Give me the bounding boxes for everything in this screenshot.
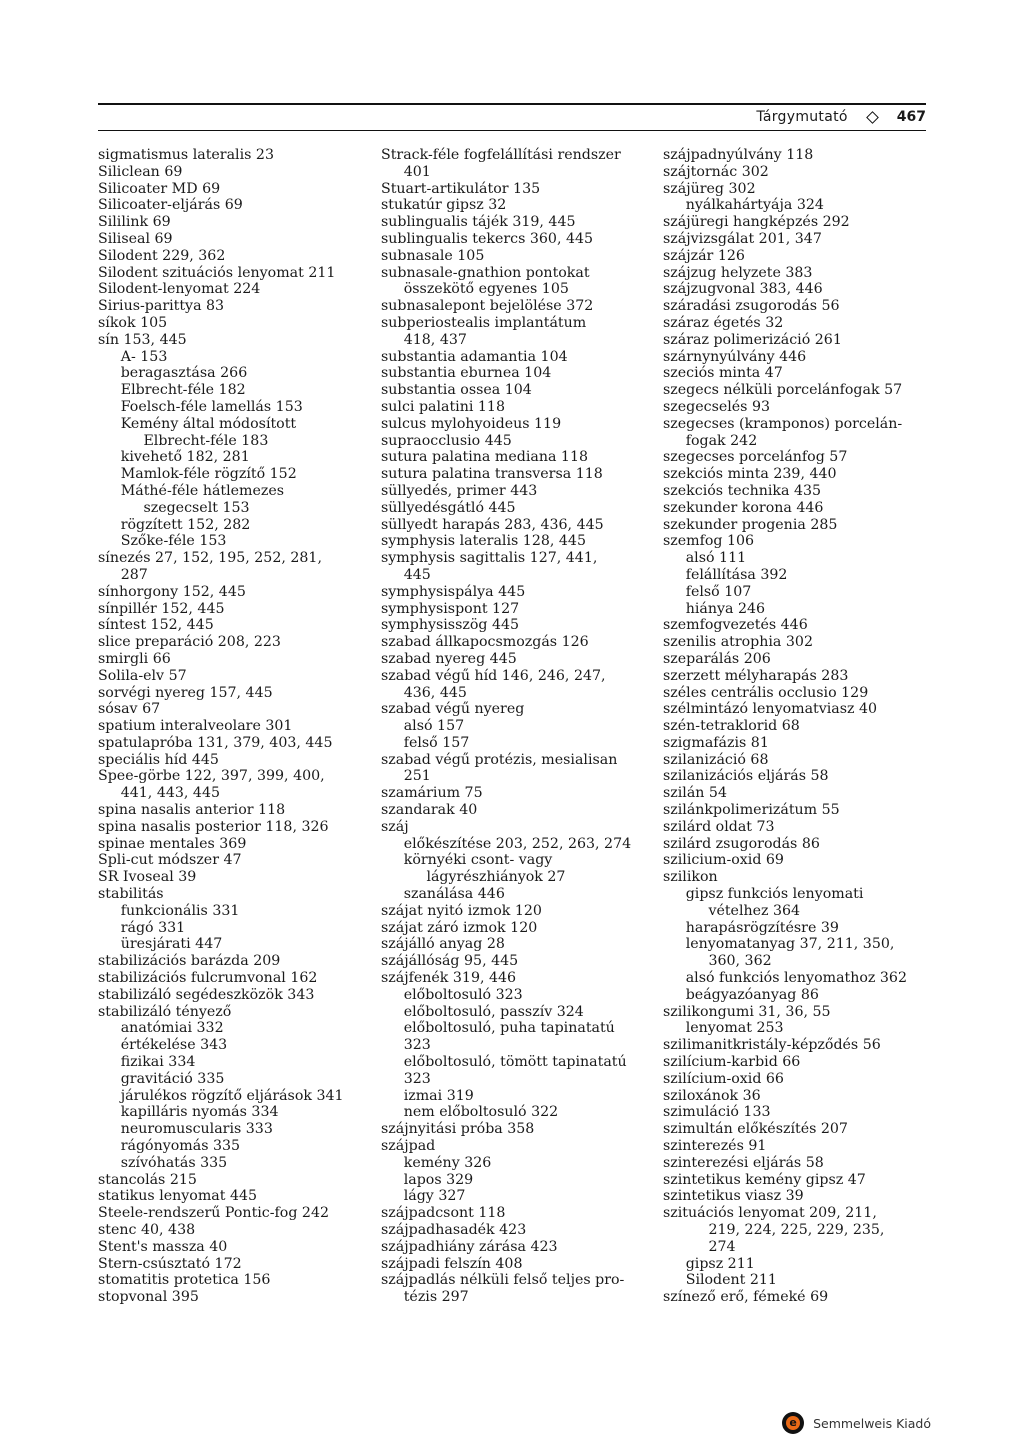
index-subentry: 219, 224, 225, 229, 235,	[708, 1222, 885, 1238]
index-subentry: előboltosuló, tömött tapinatatú	[403, 1054, 627, 1071]
index-entry: süllyedés, primer 443	[381, 482, 538, 499]
index-subentry: összekötő egyenes 105	[403, 281, 569, 298]
index-entry: szilanizáció 68	[663, 751, 769, 768]
index-entry: sósav 67	[98, 701, 161, 718]
index-entry: spina nasalis anterior 118	[98, 802, 286, 819]
index-entry: stenc 40, 438	[98, 1222, 196, 1238]
index-entry: stopvonal 395	[98, 1289, 199, 1306]
index-entry: síntest 152, 445	[98, 617, 214, 634]
index-entry: száradási zsugorodás 56	[663, 298, 840, 315]
index-entry: szemfogvezetés 446	[663, 617, 808, 634]
index-entry: sutura palatina mediana 118	[381, 449, 589, 466]
header-rule-top	[98, 103, 926, 105]
index-entry: speciális híd 445	[98, 751, 219, 768]
index-entry: Silicoater-eljárás 69	[98, 197, 243, 214]
diamond-icon	[866, 111, 879, 124]
index-entry: száraz égetés 32	[663, 314, 784, 331]
index-entry: szilícium-karbid 66	[663, 1054, 801, 1071]
index-subentry: hiánya 246	[685, 600, 766, 617]
index-entry: süllyedt harapás 283, 436, 445	[381, 516, 604, 533]
index-entry: szimuláció 133	[663, 1104, 771, 1121]
index-entry: szekunder progenia 285	[663, 516, 838, 533]
index-subentry: kapilláris nyomás 334	[120, 1104, 279, 1121]
index-subentry: 251	[403, 768, 431, 785]
header-rule-bottom	[98, 130, 926, 131]
index-entry: szegecselés 93	[663, 398, 771, 415]
index-entry: szájállóság 95, 445	[381, 953, 519, 970]
index-entry: szeparálás 206	[663, 650, 771, 667]
index-entry: széles centrális occlusio 129	[663, 684, 869, 701]
index-entry: Strack-féle fogfelállítási rendszer	[381, 147, 621, 163]
index-entry: spatium interalveolare 301	[98, 718, 293, 735]
index-entry: sínezés 27, 152, 195, 252, 281,	[98, 550, 322, 567]
index-entry: szekunder korona 446	[663, 499, 824, 516]
index-subentry: előboltosuló, passzív 324	[403, 1003, 584, 1020]
index-subentry: lapos 329	[403, 1171, 474, 1188]
index-entry: Silodent-lenyomat 224	[98, 281, 261, 298]
index-entry: sulcus mylohyoideus 119	[381, 415, 562, 432]
index-entry: süllyedésgátló 445	[381, 499, 516, 516]
index-subentry: felső 157	[403, 734, 470, 751]
index-subentry: Máthé-féle hátlemezes	[120, 482, 285, 499]
index-entry: színező erő, fémeké 69	[663, 1289, 829, 1306]
index-entry: száraz polimerizáció 261	[663, 331, 842, 348]
index-entry: szerzett mélyharapás 283	[663, 667, 849, 684]
index-subentry: Szőke-féle 153	[120, 533, 227, 550]
index-entry: szilanizációs eljárás 58	[663, 768, 829, 785]
index-subentry: alsó 157	[403, 718, 465, 735]
index-subentry: izmai 319	[403, 1087, 474, 1104]
index-entry: stabilizáló tényező	[98, 1003, 232, 1020]
index-entry: szintetikus kemény gipsz 47	[663, 1171, 866, 1188]
index-entry: szájpad	[381, 1138, 436, 1155]
index-entry: szájat záró izmok 120	[381, 919, 538, 936]
index-subentry: lágy 327	[403, 1188, 466, 1205]
index-entry: Spee-görbe 122, 397, 399, 400,	[98, 768, 325, 785]
index-entry: szájálló anyag 28	[381, 936, 505, 953]
index-subentry: Elbrecht-féle 182	[120, 382, 246, 399]
index-entry: szájpadnyúlvány 118	[663, 147, 814, 163]
index-subentry: 287	[120, 566, 148, 583]
index-entry: Stuart-artikulátor 135	[381, 180, 541, 197]
index-subentry: alsó 111	[685, 550, 747, 567]
index-entry: symphysispont 127	[381, 600, 520, 617]
index-subentry: 401	[403, 163, 431, 180]
index-entry: szájtornác 302	[663, 163, 769, 180]
index-entry: Steele-rendszerű Pontic-fog 242	[98, 1205, 330, 1222]
index-entry: szájzugvonal 383, 446	[663, 281, 823, 298]
index-entry: subperiostealis implantátum	[381, 314, 587, 331]
index-subentry: gravitáció 335	[120, 1070, 225, 1087]
index-entry: szilárd oldat 73	[663, 818, 775, 835]
index-entry: stabilitás	[98, 886, 164, 903]
index-entry: szilán 54	[663, 785, 727, 802]
index-subentry: Silodent 211	[685, 1272, 777, 1289]
index-subentry: fizikai 334	[120, 1054, 196, 1071]
index-column-3	[663, 147, 931, 1306]
index-entry: sigmatismus lateralis 23	[98, 147, 274, 163]
index-entry: szilánkpolimerizátum 55	[663, 802, 840, 819]
index-entry: szájpadlás nélküli felső teljes pro-	[381, 1272, 625, 1289]
index-entry: stabilizáló segédeszközök 343	[98, 986, 315, 1003]
index-subentry: funkcionális 331	[120, 902, 240, 919]
index-entry: szeciós minta 47	[663, 365, 783, 382]
index-subentry: előkészítése 203, 252, 263, 274	[403, 835, 632, 852]
index-entry: subnasale-gnathion pontokat	[381, 264, 590, 281]
index-entry: szenilis atrophia 302	[663, 634, 813, 651]
index-entry: szájvizsgálat 201, 347	[663, 230, 822, 247]
index-subentry: kivehető 182, 281	[120, 449, 250, 466]
index-entry: supraocclusio 445	[381, 432, 512, 449]
running-header	[756, 106, 926, 128]
index-subentry: fogak 242	[685, 432, 758, 449]
index-entry: szárnynyúlvány 446	[663, 348, 807, 365]
index-entry: slice preparáció 208, 223	[98, 634, 281, 651]
index-subentry: lenyomat 253	[685, 1020, 784, 1037]
index-entry: szinterezési eljárás 58	[663, 1154, 824, 1171]
index-entry: Stent's massza 40	[98, 1238, 228, 1255]
index-entry: szájpadcsont 118	[381, 1205, 506, 1222]
publisher-name: Semmelweis Kiadó	[813, 1415, 931, 1431]
index-entry: stabilizációs barázda 209	[98, 953, 281, 970]
index-entry: sín 153, 445	[98, 331, 187, 348]
index-entry: szájat nyitó izmok 120	[381, 902, 542, 919]
index-entry: szilicium-oxid 69	[663, 852, 784, 869]
index-entry: Solila-elv 57	[98, 667, 187, 684]
index-entry: szabad végű protézis, mesialisan	[381, 751, 618, 768]
index-subentry: 323	[403, 1070, 431, 1087]
index-subentry: lenyomatanyag 37, 211, 350,	[685, 936, 895, 953]
index-entry: szélmintázó lenyomatviasz 40	[663, 701, 878, 718]
index-entry: stomatitis protetica 156	[98, 1272, 271, 1289]
index-entry: statikus lenyomat 445	[98, 1188, 258, 1205]
index-subentry: kemény 326	[403, 1154, 492, 1171]
index-subentry: szanálása 446	[403, 886, 505, 903]
index-entry: szájzár 126	[663, 247, 745, 264]
index-subentry: Elbrecht-féle 183	[143, 432, 269, 449]
index-entry: spinae mentales 369	[98, 835, 247, 852]
index-subentry: 445	[403, 566, 431, 583]
publisher-footer	[782, 1412, 931, 1434]
index-entry: szájzug helyzete 383	[663, 264, 813, 281]
index-entry: Siliseal 69	[98, 230, 173, 247]
index-entry: smirgli 66	[98, 650, 171, 667]
index-entry: sublingualis tájék 319, 445	[381, 214, 576, 231]
index-subentry: értékelése 343	[120, 1037, 228, 1054]
index-entry: Siliclean 69	[98, 163, 183, 180]
index-subentry: rágónyomás 335	[120, 1138, 241, 1155]
index-entry: stancolás 215	[98, 1171, 197, 1188]
index-subentry: lágyrészhiányok 27	[426, 869, 566, 886]
index-entry: szájüregi hangképzés 292	[663, 214, 850, 231]
index-entry: szegecses (kramponos) porcelán-	[663, 415, 903, 432]
index-entry: szituációs lenyomat 209, 211,	[663, 1205, 877, 1222]
index-subentry: üresjárati 447	[120, 936, 223, 953]
index-entry: Stern-csúsztató 172	[98, 1255, 242, 1272]
index-entry: szabad végű nyereg	[381, 701, 525, 718]
index-subentry: 360, 362	[708, 953, 772, 970]
index-subentry: nyálkahártyája 324	[685, 197, 824, 214]
index-entry: sulci palatini 118	[381, 398, 505, 415]
index-subentry: környéki csont- vagy	[403, 852, 553, 869]
index-entry: Silodent 229, 362	[98, 247, 226, 264]
index-column-2	[381, 147, 661, 1306]
index-entry: szilícium-oxid 66	[663, 1070, 784, 1087]
index-entry: szájpadhiány zárása 423	[381, 1238, 558, 1255]
index-subentry: előboltosuló, puha tapinatatú	[403, 1020, 615, 1037]
index-entry: szájpadi felszín 408	[381, 1255, 523, 1272]
index-subentry: neuromuscularis 333	[120, 1121, 273, 1138]
index-subentry: gipsz funkciós lenyomati	[685, 886, 864, 903]
index-entry: szilikongumi 31, 36, 55	[663, 1003, 831, 1020]
index-entry: sínhorgony 152, 445	[98, 583, 246, 600]
index-subentry: rágó 331	[120, 919, 186, 936]
page-number: 467	[896, 109, 926, 125]
index-subentry: A- 153	[120, 348, 168, 365]
index-entry: sorvégi nyereg 157, 445	[98, 684, 273, 701]
index-entry: substantia eburnea 104	[381, 365, 552, 382]
index-entry: szájfenék 319, 446	[381, 970, 517, 987]
index-entry: sínpillér 152, 445	[98, 600, 225, 617]
header-title: Tárgymutató	[756, 109, 848, 125]
index-entry: szekciós minta 239, 440	[663, 466, 837, 483]
index-entry: szandarak 40	[381, 802, 478, 819]
index-subentry: Foelsch-féle lamellás 153	[120, 398, 303, 415]
index-subentry: felállítása 392	[685, 566, 788, 583]
index-subentry: rögzített 152, 282	[120, 516, 251, 533]
index-entry: spatulapróba 131, 379, 403, 445	[98, 734, 333, 751]
index-subentry: Mamlok-féle rögzítő 152	[120, 466, 297, 483]
index-subentry: szegecselt 153	[143, 499, 250, 516]
index-entry: száj	[381, 818, 409, 835]
index-subentry: beragasztása 266	[120, 365, 248, 382]
index-entry: szimultán előkészítés 207	[663, 1121, 848, 1138]
index-entry: szájnyitási próba 358	[381, 1121, 535, 1138]
index-subentry: gipsz 211	[685, 1255, 755, 1272]
index-entry: Silicoater MD 69	[98, 180, 221, 197]
index-entry: szabad végű híd 146, 246, 247,	[381, 667, 606, 684]
index-subentry: előboltosuló 323	[403, 986, 523, 1003]
index-subentry: beágyazóanyag 86	[685, 986, 819, 1003]
index-column-1	[98, 147, 378, 1306]
index-entry: szén-tetraklorid 68	[663, 718, 800, 735]
index-entry: sutura palatina transversa 118	[381, 466, 603, 483]
index-entry: szilimanitkristály-képződés 56	[663, 1037, 881, 1054]
index-entry: szegecs nélküli porcelánfogak 57	[663, 382, 903, 399]
index-subentry: harapásrögzítésre 39	[685, 919, 839, 936]
index-entry: Spli-cut módszer 47	[98, 852, 242, 869]
index-subentry: felső 107	[685, 583, 752, 600]
index-entry: spina nasalis posterior 118, 326	[98, 818, 329, 835]
index-entry: szinterezés 91	[663, 1138, 767, 1155]
index-entry: subnasale 105	[381, 247, 485, 264]
index-entry: szekciós technika 435	[663, 482, 822, 499]
index-entry: Sirius-parittya 83	[98, 298, 225, 315]
index-entry: szájpadhasadék 423	[381, 1222, 527, 1238]
index-entry: Sililink 69	[98, 214, 171, 231]
index-entry: symphysisszög 445	[381, 617, 520, 634]
index-subentry: 274	[708, 1238, 736, 1255]
index-entry: symphysispálya 445	[381, 583, 526, 600]
index-entry: stabilizációs fulcrumvonal 162	[98, 970, 318, 987]
publisher-logo-icon: e	[782, 1412, 804, 1434]
index-entry: SR Ivoseal 39	[98, 869, 197, 886]
index-entry: síkok 105	[98, 314, 168, 331]
index-entry: symphysis sagittalis 127, 441,	[381, 550, 598, 567]
index-entry: szabad állkapocsmozgás 126	[381, 634, 589, 651]
index-entry: symphysis lateralis 128, 445	[381, 533, 586, 550]
index-entry: substantia ossea 104	[381, 382, 532, 399]
index-entry: szamárium 75	[381, 785, 483, 802]
index-entry: szájüreg 302	[663, 180, 756, 197]
index-subentry: szívóhatás 335	[120, 1154, 228, 1171]
index-subentry: 323	[403, 1037, 431, 1054]
index-entry: subnasalepont bejelölése 372	[381, 298, 594, 315]
index-entry: Silodent szituációs lenyomat 211	[98, 264, 336, 281]
index-entry: substantia adamantia 104	[381, 348, 568, 365]
index-entry: szemfog 106	[663, 533, 755, 550]
index-subentry: tézis 297	[403, 1289, 469, 1306]
index-entry: szigmafázis 81	[663, 734, 769, 751]
index-subentry: 418, 437	[403, 331, 467, 348]
index-entry: szegecses porcelánfog 57	[663, 449, 848, 466]
index-subentry: Kemény által módosított	[120, 415, 297, 432]
index-subentry: alsó funkciós lenyomathoz 362	[685, 970, 907, 987]
index-subentry: 436, 445	[403, 684, 467, 701]
index-subentry: járulékos rögzítő eljárások 341	[120, 1087, 344, 1104]
index-entry: szilárd zsugorodás 86	[663, 835, 820, 852]
index-subentry: vételhez 364	[708, 902, 801, 919]
index-entry: szabad nyereg 445	[381, 650, 517, 667]
index-subentry: anatómiai 332	[120, 1020, 224, 1037]
index-entry: sublingualis tekercs 360, 445	[381, 230, 594, 247]
index-entry: stukatúr gipsz 32	[381, 197, 507, 214]
index-subentry: nem előboltosuló 322	[403, 1104, 559, 1121]
index-entry: szintetikus viasz 39	[663, 1188, 804, 1205]
index-entry: szilikon	[663, 869, 718, 886]
index-entry: sziloxánok 36	[663, 1087, 761, 1104]
index-subentry: 441, 443, 445	[120, 785, 220, 802]
